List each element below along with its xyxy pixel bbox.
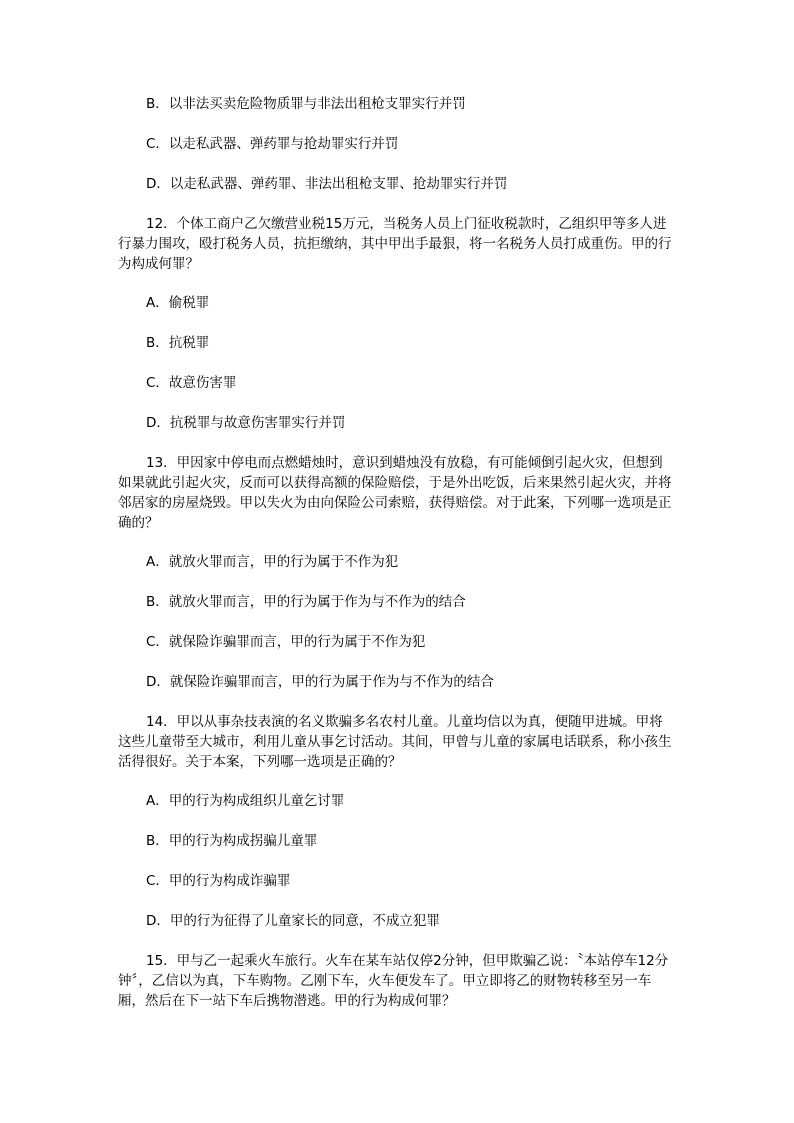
question-14: 14．甲以从事杂技表演的名义欺骗多名农村儿童。儿童均信以为真，便随甲进城。甲将这些儿童带至大城市，利用儿童从事乞讨活动。其间，甲曾与儿童的家属电话联系，称小孩生活得很好。关于本案，下列哪一选项是正确的？ [118,714,672,770]
option-14-d: D．甲的行为征得了儿童家长的同意，不成立犯罪 [146,913,440,929]
option-13-b: B．就放火罪而言，甲的行为属于作为与不作为的结合 [146,594,466,610]
option-14-a: A．甲的行为构成组织儿童乞讨罪 [146,793,345,809]
question-13: 13．甲因家中停电而点燃蜡烛时，意识到蜡烛没有放稳，有可能倾倒引起火灾，但想到如果就此引起火灾，反而可以获得高额的保险赔偿，于是外出吃饭，后来果然引起火灾，并将邻居家的房屋烧毁。甲以失火为由向保险公司索赔，获得赔偿。对于此案，下列哪一选项是正确的？ [118,455,672,531]
option-11-d: D．以走私武器、弹药罪、非法出租枪支罪、抢劫罪实行并罚 [146,176,508,192]
option-13-d: D．就保险诈骗罪而言，甲的行为属于作为与不作为的结合 [146,674,494,690]
option-14-b: B．甲的行为构成拐骗儿童罪 [146,833,318,849]
option-13-c: C．就保险诈骗罪而言，甲的行为属于不作为犯 [146,634,426,650]
option-11-b: B．以非法买卖危险物质罪与非法出租枪支罪实行并罚 [146,96,466,112]
option-12-c: C．故意伤害罪 [146,375,237,391]
option-13-a: A．就放火罪而言，甲的行为属于不作为犯 [146,554,399,570]
option-12-d: D．抗税罪与故意伤害罪实行并罚 [146,415,346,431]
question-12: 12．个体工商户乙欠缴营业税15万元，当税务人员上门征收税款时，乙组织甲等多人进行暴力围攻，殴打税务人员，抗拒缴纳，其中甲出手最狠，将一名税务人员打成重伤。甲的行为构成何罪？ [118,216,672,272]
option-12-b: B．抗税罪 [146,335,210,351]
option-14-c: C．甲的行为构成诈骗罪 [146,873,291,889]
option-12-a: A．偷税罪 [146,295,210,311]
option-11-c: C．以走私武器、弹药罪与抢劫罪实行并罚 [146,136,399,152]
question-15: 15．甲与乙一起乘火车旅行。火车在某车站仅停2分钟，但甲欺骗乙说：〝本站停车12分钟〞，乙信以为真，下车购物。乙刚下车，火车便发车了。甲立即将乙的财物转移至另一车厢，然后在下一站下车后携物潜逃。甲的行为构成何罪？ [118,953,669,1009]
document-body [118,94,673,1030]
